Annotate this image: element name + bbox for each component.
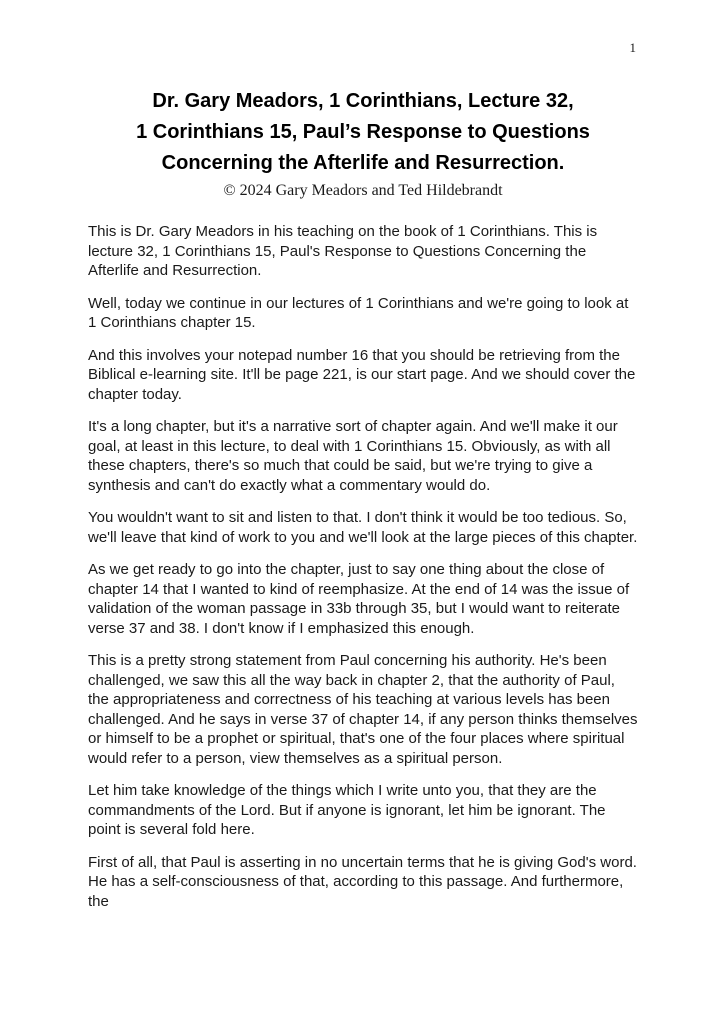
document-body	[88, 222, 638, 911]
paragraph-9: First of all, that Paul is asserting in no uncertain terms that he is giving God's word. He has a self-consciousness of that, according to this passage. And furthermore, the	[88, 853, 637, 910]
paragraph-6: As we get ready to go into the chapter, just to say one thing about the close of chapter 14 that I wanted to kind of reemphasize. At the end of 14 was the issue of validation of the woman passage in 33b through 35, but I would want to reiterate verse 37 and 38. I don't know if I emphasized this enough.	[88, 561, 630, 637]
paragraph-8: Let him take knowledge of the things which I write unto you, that they are the commandments of the Lord. But if anyone is ignorant, let him be ignorant. The point is several fold here.	[88, 782, 606, 838]
copyright-line: © 2024 Gary Meadors and Ted Hildebrandt	[223, 182, 503, 199]
paragraph-3: And this involves your notepad number 16 that you should be retrieving from the Biblical e-learning site. It'll be page 221, is our start page. And we should cover the chapter today.	[88, 346, 636, 403]
paragraph-4: It's a long chapter, but it's a narrative sort of chapter again. And we'll make it our goal, at least in this lecture, to deal with 1 Corinthians 15. Obviously, as with all these chapters, there's so much that could be said, but we're trying to give a synthesis and can't do exactly what a commentary would do.	[88, 418, 618, 494]
title-line-2: 1 Corinthians 15, Paul’s Response to Questions	[136, 121, 590, 143]
title-line-1: Dr. Gary Meadors, 1 Corinthians, Lecture 32,	[152, 90, 574, 112]
paragraph-2: Well, today we continue in our lectures of 1 Corinthians and we're going to look at 1 Corinthians chapter 15.	[88, 294, 629, 331]
paragraph-7: This is a pretty strong statement from Paul concerning his authority. He's been challenged, we saw this all the way back in chapter 2, that the authority of Paul, the appropriateness and correctness of his teaching at various levels has been challenged. And he says in verse 37 of chapter 14, if any person thinks themselves or himself to be a prophet or spiritual, that's one of the four places where spiritual would refer to a person, view themselves as a spiritual person.	[88, 652, 638, 767]
document-title	[88, 86, 638, 179]
paragraph-1: This is Dr. Gary Meadors in his teaching on the book of 1 Corinthians. This is lecture 32, 1 Corinthians 15, Paul's Response to Questions Concerning the Afterlife and Resurrection.	[88, 223, 598, 279]
paragraph-5: You wouldn't want to sit and listen to that. I don't think it would be too tedious. So, we'll leave that kind of work to you and we'll look at the large pieces of this chapter.	[88, 509, 638, 546]
title-line-3: Concerning the Afterlife and Resurrection.	[161, 152, 565, 174]
page-number: 1	[629, 40, 636, 55]
